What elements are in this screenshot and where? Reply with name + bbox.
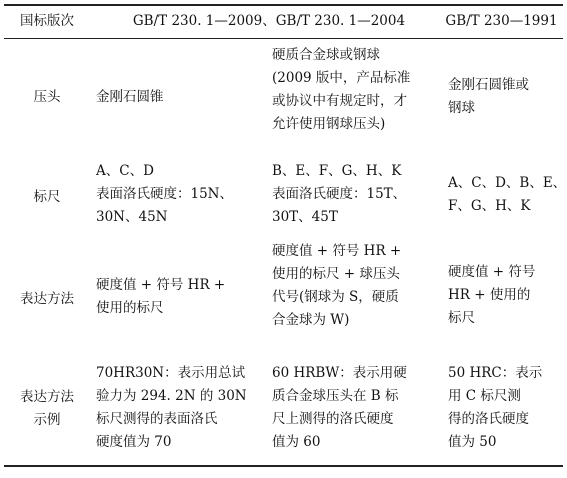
- cell-line: A、C、D: [96, 163, 154, 179]
- example-new: [96, 362, 264, 454]
- cell-line: 表面洛氏硬度：15T、: [272, 186, 407, 202]
- row-label-line: 表达方法: [20, 389, 74, 405]
- row-label-line: 压头: [33, 89, 61, 105]
- cell-line: 代号(钢球为 S，硬质: [272, 289, 399, 305]
- table-bottom-rule: [4, 465, 563, 467]
- cell-line: 硬度值 + 符号 HR +: [96, 277, 226, 293]
- cell-line: 合金球为 W): [272, 312, 350, 328]
- row-label-line: 表达方法: [20, 291, 74, 307]
- header-old-standard: GB/T 230—1991: [445, 13, 558, 29]
- cell-line: A、C、D、B、E、: [448, 175, 567, 191]
- cell-line: 70HR30N：表示用总试: [96, 365, 246, 381]
- cell-line: 使用的标尺 + 球压头: [272, 266, 400, 282]
- cell-line: 30N、45N: [96, 209, 168, 225]
- cell-line: 质合金球压头在 B 标: [272, 388, 399, 404]
- cell-line: 验力为 294. 2N 的 30N: [96, 388, 247, 404]
- cell-line: 尺上测得的洛氏硬度: [272, 411, 394, 427]
- cell-line: 标尺测得的表面洛氏: [96, 411, 218, 427]
- row-label-line: 标尺: [33, 189, 61, 205]
- cell-line: 标尺: [448, 310, 475, 326]
- scale-mid: [272, 160, 442, 229]
- cell-line: 30T、45T: [272, 209, 338, 225]
- cell-line: 硬度值 + 符号 HR +: [272, 243, 402, 259]
- table-top-rule: [4, 4, 563, 6]
- cell-line: 或协议中有规定时，才: [272, 93, 407, 109]
- row-label-example: [4, 386, 90, 432]
- cell-line: 金刚石圆锥或: [448, 77, 529, 93]
- indenter-mid: [272, 44, 442, 136]
- example-old: [448, 362, 563, 454]
- cell-line: 表面洛氏硬度：15N、: [96, 186, 233, 202]
- cell-line: 使用的标尺: [96, 300, 164, 316]
- cell-line: 值为 50: [448, 434, 497, 450]
- cell-line: F、G、H、K: [448, 198, 531, 214]
- cell-line: 硬质合金球或钢球: [272, 47, 380, 63]
- cell-line: 值为 60: [272, 434, 321, 450]
- cell-line: 钢球: [448, 100, 475, 116]
- header-bottom-rule: [4, 38, 563, 39]
- cell-line: 得的洛氏硬度: [448, 411, 529, 427]
- cell-line: (2009 版中，产品标准: [272, 70, 411, 86]
- cell-line: HR + 使用的: [448, 287, 531, 303]
- scale-old: [448, 172, 567, 218]
- row-label-notation: [4, 288, 90, 311]
- notation-old: [448, 261, 563, 330]
- header-version-label: 国标版次: [20, 13, 74, 29]
- cell-line: 用 C 标尺测: [448, 388, 521, 404]
- cell-line: 硬度值为 70: [96, 434, 172, 450]
- cell-line: 金刚石圆锥: [96, 89, 164, 105]
- example-mid: [272, 362, 442, 454]
- row-label-scale: [4, 186, 90, 209]
- indenter-old: [448, 74, 563, 120]
- indenter-new: [96, 86, 264, 109]
- cell-line: B、E、F、G、H、K: [272, 163, 402, 179]
- cell-line: 允许使用钢球压头): [272, 116, 386, 132]
- row-label-indenter: [4, 86, 90, 109]
- row-label-line: 示例: [33, 412, 61, 428]
- notation-new: [96, 274, 264, 320]
- cell-line: 硬度值 + 符号: [448, 264, 536, 280]
- header-new-standards: GB/T 230. 1—2009、GB/T 230. 1—2004: [132, 13, 406, 29]
- cell-line: 60 HRBW：表示用硬: [272, 365, 407, 381]
- cell-line: 50 HRC：表示: [448, 365, 543, 381]
- notation-mid: [272, 240, 442, 332]
- scale-new: [96, 160, 264, 229]
